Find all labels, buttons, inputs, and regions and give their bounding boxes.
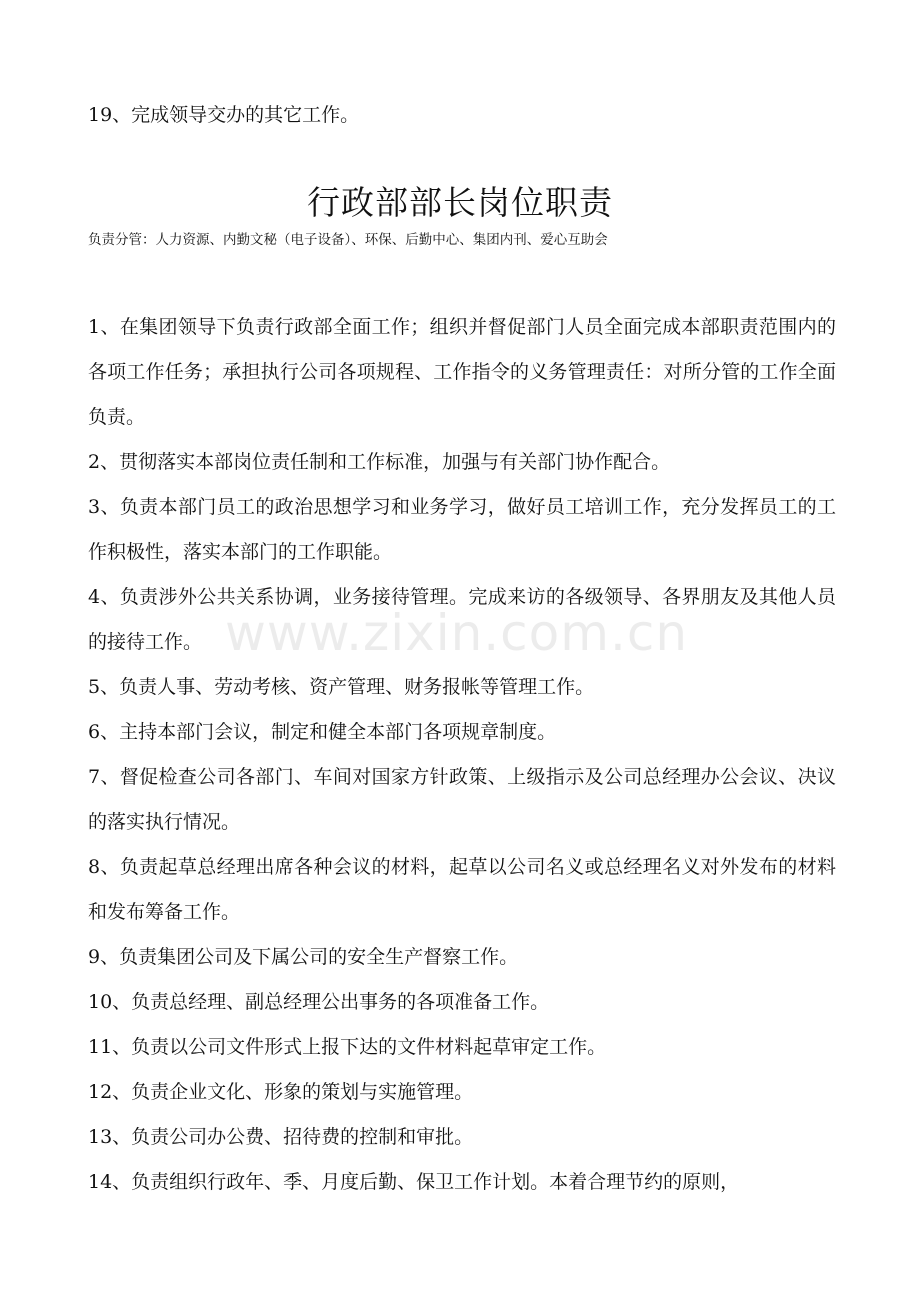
duty-item: 10、负责总经理、副总经理公出事务的各项准备工作。 — [88, 991, 550, 1013]
duty-item: 3、负责本部门员工的政治思想学习和业务学习，做好员工培训工作，充分发挥员工的工作积极性，落实本部门的工作职能。 — [88, 496, 836, 563]
duty-item: 8、负责起草总经理出席各种会议的材料，起草以公司名义或总经理名义对外发布的材料和发布筹备工作。 — [88, 856, 836, 923]
site-watermark: www.zixin.com.cn — [225, 604, 689, 662]
duty-item: 14、负责组织行政年、季、月度后勤、保卫工作计划。本着合理节约的原则， — [88, 1171, 740, 1193]
duty-item: 11、负责以公司文件形式上报下达的文件材料起草审定工作。 — [88, 1036, 607, 1058]
intro-duty-line: 19、完成领导交办的其它工作。 — [88, 104, 360, 126]
duty-item: 12、负责企业文化、形象的策划与实施管理。 — [88, 1081, 474, 1103]
duty-item: 9、负责集团公司及下属公司的安全生产督察工作。 — [88, 946, 519, 968]
duty-item: 7、督促检查公司各部门、车间对国家方针政策、上级指示及公司总经理办公会议、决议的落实执行情况。 — [88, 766, 836, 833]
duty-item: 13、负责公司办公费、招待费的控制和审批。 — [88, 1126, 474, 1148]
responsibility-scope: 负责分管：人力资源、内勤文秘（电子设备）、环保、后勤中心、集团内刊、爱心互助会 — [88, 232, 608, 248]
duty-item: 6、主持本部门会议，制定和健全本部门各项规章制度。 — [88, 721, 557, 743]
duty-list — [88, 305, 836, 1205]
document-title: 行政部部长岗位职责 — [307, 183, 613, 222]
duty-item: 1、在集团领导下负责行政部全面工作；组织并督促部门人员全面完成本部职责范围内的各项工作任务；承担执行公司各项规程、工作指令的义务管理责任：对所分管的工作全面负责。 — [88, 316, 836, 428]
duty-item: 2、贯彻落实本部岗位责任制和工作标准，加强与有关部门协作配合。 — [88, 451, 671, 473]
duty-item: 4、负责涉外公共关系协调，业务接待管理。完成来访的各级领导、各界朋友及其他人员的接待工作。 — [88, 586, 836, 653]
duty-item: 5、负责人事、劳动考核、资产管理、财务报帐等管理工作。 — [88, 676, 595, 698]
